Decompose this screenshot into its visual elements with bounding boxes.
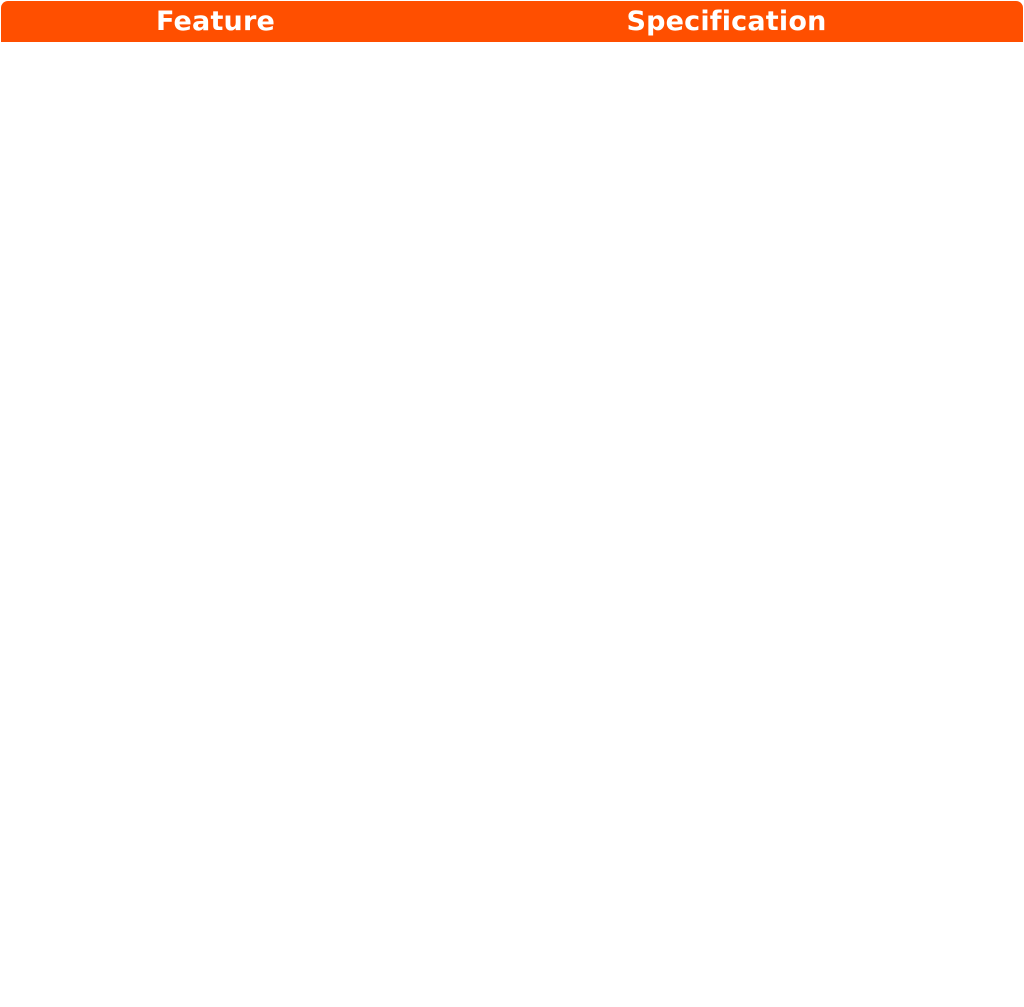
column-header-feature: Feature [1, 1, 430, 42]
header-row [1, 1, 1023, 42]
empty-table-body-area [0, 42, 1024, 1007]
column-header-specification: Specification [430, 1, 1023, 42]
spec-table [1, 1, 1023, 42]
table-header [1, 1, 1023, 42]
